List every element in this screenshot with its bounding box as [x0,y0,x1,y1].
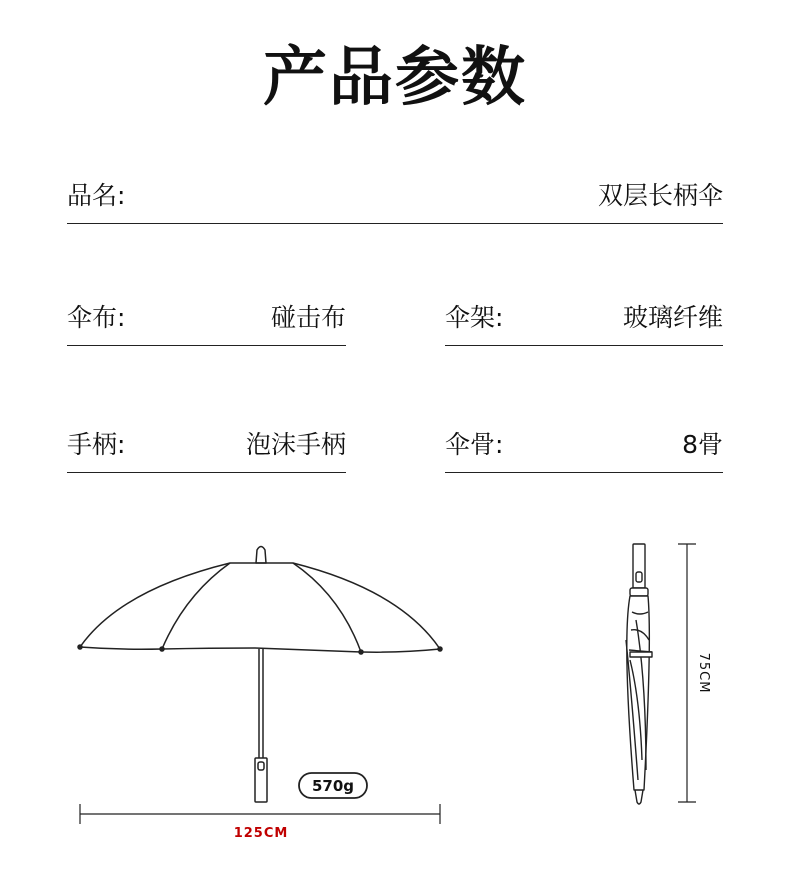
spec-label-handle: 手柄: [67,430,126,459]
width-dimension [80,804,440,824]
spec-value-name: 双层长柄伞 [597,181,723,210]
closed-umbrella-illustration [626,544,652,804]
spec-label-ribs: 伞骨: [445,430,504,459]
spec-value-fabric: 碰击布 [270,303,346,332]
spec-label-name: 品名: [67,181,126,210]
spec-label-frame: 伞架: [445,303,504,332]
spec-value-frame: 玻璃纤维 [622,303,723,332]
page-title: 产品参数 [263,41,527,115]
weight-text: 570g [311,777,355,795]
spec-value-handle: 泡沫手柄 [245,430,346,459]
spec-value-ribs: 8骨 [682,430,723,459]
length-dimension [678,544,696,802]
width-dimension-label: 125CM [233,826,289,841]
weight-badge [299,773,367,798]
spec-label-fabric: 伞布: [67,303,126,332]
open-umbrella-illustration [78,547,442,803]
length-dimension-label: 75CM [696,652,711,694]
